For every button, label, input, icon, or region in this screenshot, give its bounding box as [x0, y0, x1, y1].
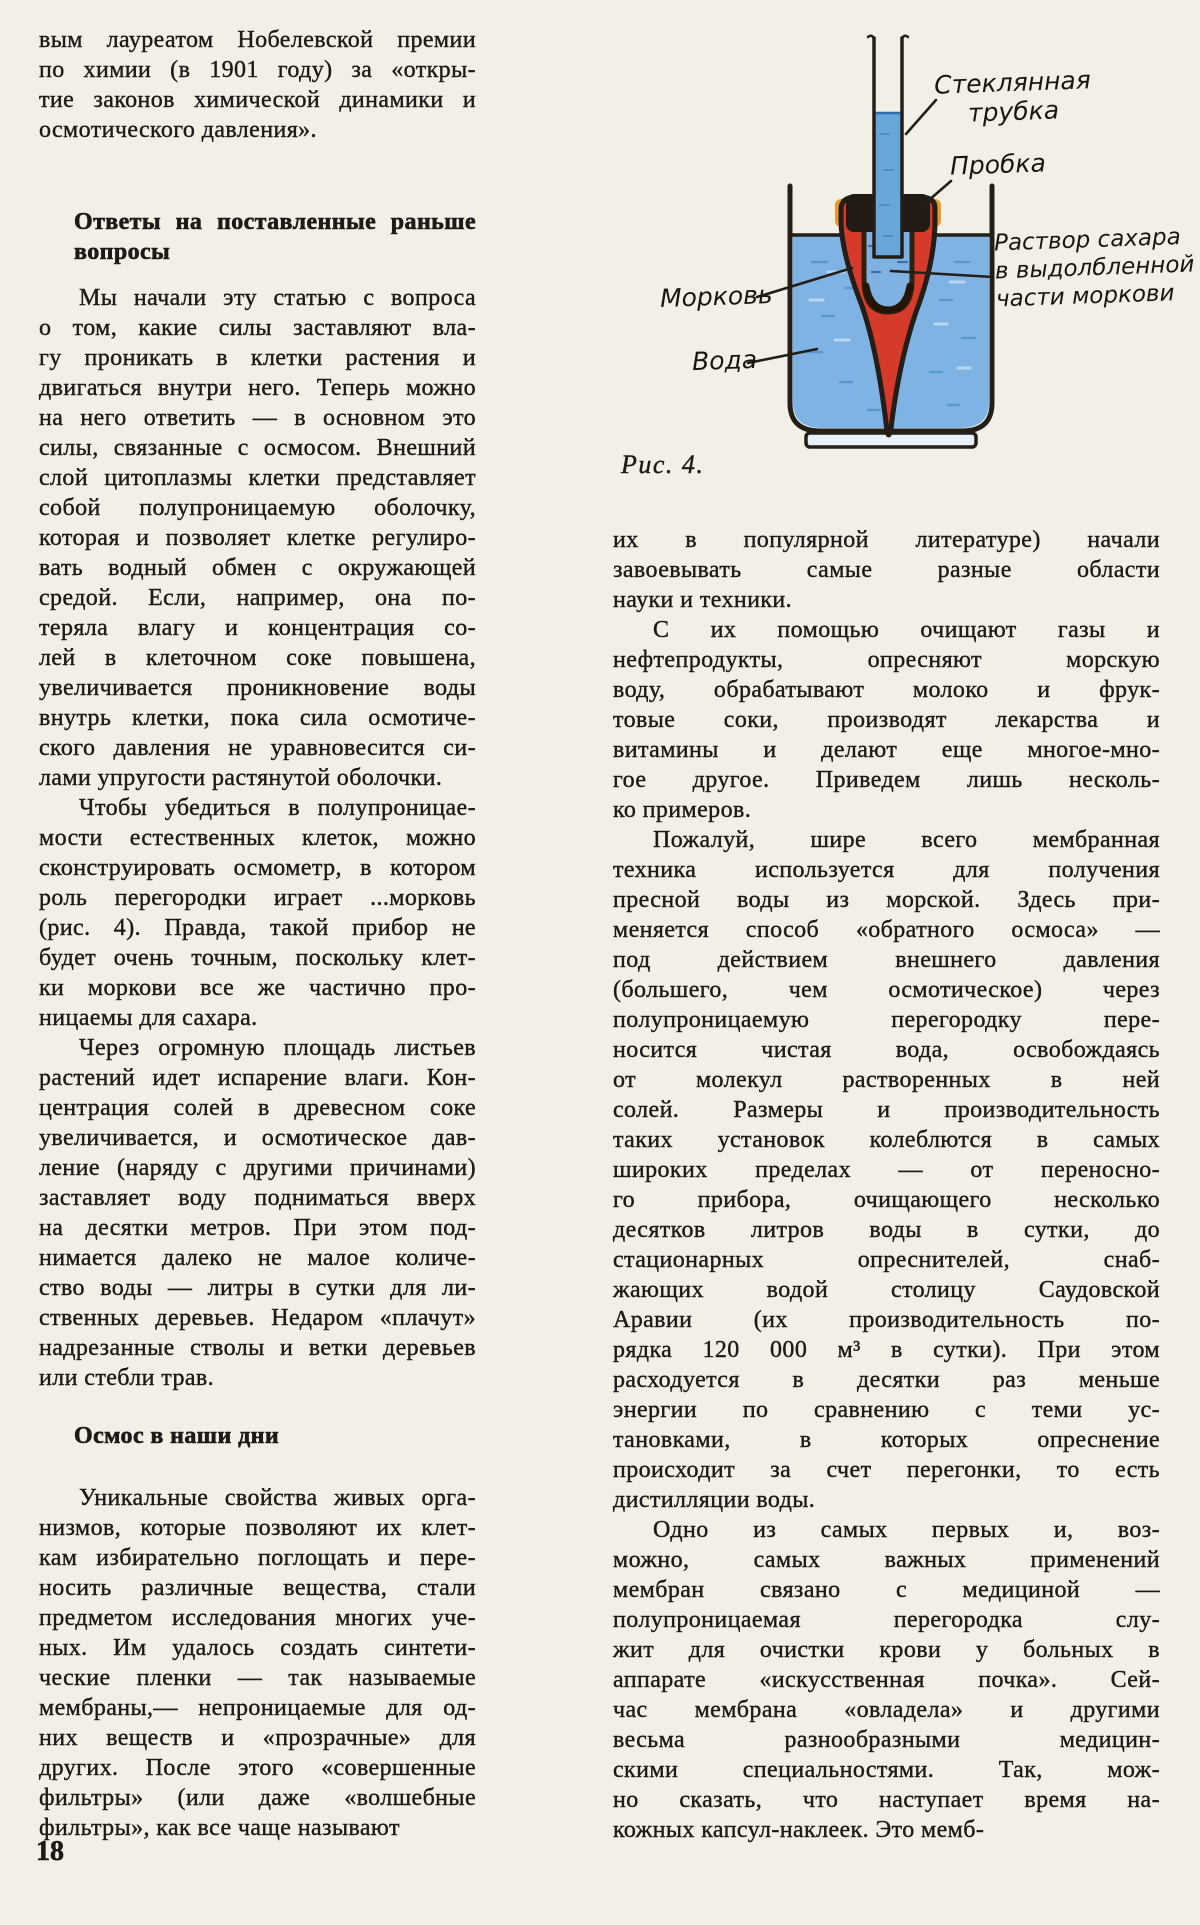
text-line: Мы начали эту статью с вопроса — [79, 285, 476, 311]
text-line: растений идет испарение влаги. Кон- — [39, 1065, 476, 1091]
text-line: ственных деревьев. Недаром «плачут» — [39, 1305, 476, 1331]
text-line: (большего, чем осмотическое) через — [613, 977, 1160, 1003]
text-line: средой. Если, например, она по- — [39, 585, 476, 611]
text-line: техника используется для получения — [613, 857, 1160, 883]
text-line: вать водный обмен с окружающей — [39, 555, 476, 581]
text-line: дистилляции воды. — [613, 1487, 816, 1513]
section-heading — [74, 207, 476, 267]
text-line: ки моркови все же частично про- — [39, 975, 476, 1001]
text-line: аппарате «искусственная почка». Сей- — [613, 1667, 1160, 1693]
text-line: будет очень точным, поскольку клет- — [39, 945, 476, 971]
label-cork: Пробка — [949, 148, 1047, 181]
text-line: Через огромную площадь листьев — [79, 1035, 476, 1061]
text-line: Чтобы убедиться в полупроницае- — [79, 795, 476, 821]
label-glass-tube-line1: Стеклянная — [933, 65, 1092, 100]
paragraph — [39, 1483, 476, 1843]
text-line: кам избирательно поглощать и пере- — [39, 1545, 476, 1571]
text-line: таких установок колеблются в самых — [613, 1127, 1160, 1153]
text-line: Одно из самых первых и, воз- — [653, 1517, 1160, 1543]
text-line: ство воды — литры в сутки для ли- — [39, 1275, 476, 1301]
text-line: лей в клеточном соке повышена, — [39, 645, 476, 671]
paragraph — [613, 615, 1160, 825]
text-line: ческие пленки — так называемые — [39, 1665, 476, 1691]
text-line: Пожалуй, шире всего мембранная — [653, 827, 1160, 853]
text-line: от молекул растворенных в ней — [613, 1067, 1160, 1093]
label-carrot: Морковь — [659, 280, 774, 313]
text-line: Уникальные свойства живых орга- — [79, 1485, 476, 1511]
text-line: ского давления не уравновесится си- — [39, 735, 476, 761]
section-heading — [74, 1421, 476, 1451]
paragraph — [39, 25, 476, 145]
paragraph — [613, 525, 1160, 615]
text-line: кожных капсул-наклеек. Это мемб- — [613, 1817, 985, 1843]
text-line: нимается далеко не малое количе- — [39, 1245, 476, 1271]
text-line: увеличивается, и осмотическое дав- — [39, 1125, 476, 1151]
text-line: полупроницаемую перегородку пере- — [613, 1007, 1160, 1033]
text-line: тие законов химической динамики и — [39, 87, 476, 113]
text-line: на него ответить — в основном это — [39, 405, 476, 431]
text-line: предметом исследования многих уче- — [39, 1605, 476, 1631]
text-line: собой полупроницаемую оболочку, — [39, 495, 476, 521]
label-glass-tube — [927, 65, 1099, 129]
text-line: Ответы на поставленные раньше — [74, 209, 476, 235]
text-line: жит для очистки крови у больных в — [613, 1637, 1160, 1663]
text-line: теряла влагу и концентрация со- — [39, 615, 476, 641]
paragraph — [613, 825, 1160, 1515]
text-line: их в популярной литературе) начали — [613, 527, 1160, 553]
text-line: го прибора, очищающего несколько — [613, 1187, 1160, 1213]
text-line: полупроницаемая перегородка слу- — [613, 1607, 1160, 1633]
text-line: носится чистая вода, освобождаясь — [613, 1037, 1160, 1063]
text-line: сконструировать осмометр, в котором — [39, 855, 476, 881]
label-water: Вода — [691, 344, 758, 377]
text-line: можно, самых важных применений — [613, 1547, 1160, 1573]
text-line: рядка 120 000 м³ в сутки). При этом — [613, 1337, 1160, 1363]
text-line: гу проникать в клетки растения и — [39, 345, 476, 371]
text-line: о том, какие силы заставляют вла- — [39, 315, 476, 341]
text-line: вым лауреатом Нобелевской премии — [39, 27, 476, 53]
text-line: других. После этого «совершенные — [39, 1755, 476, 1781]
text-line: вопросы — [74, 239, 171, 265]
page-number: 18 — [36, 1836, 64, 1867]
text-line: внутрь клетки, пока сила осмотиче- — [39, 705, 476, 731]
text-line: лами упругости растянутой оболочки. — [39, 765, 443, 791]
text-line: центрация солей в древесном соке — [39, 1095, 476, 1121]
label-sugar-solution — [994, 223, 1196, 314]
figure-caption: Рис. 4. — [621, 450, 705, 479]
text-line: фильтры» (или даже «волшебные — [39, 1785, 476, 1811]
text-line: мембран связано с медициной — — [613, 1577, 1160, 1603]
text-line: силы, связанные с осмосом. Внешний — [39, 435, 476, 461]
text-line: заставляет воду подниматься вверх — [39, 1185, 476, 1211]
text-line: воду, обрабатывают молоко и фрук- — [613, 677, 1160, 703]
text-line: роль перегородки играет ...морковь — [39, 885, 476, 911]
text-line: науки и техники. — [613, 587, 793, 613]
text-line: товые соки, производят лекарства и — [613, 707, 1160, 733]
text-line: меняется способ «обратного осмоса» — — [613, 917, 1160, 943]
text-line: двигаться внутри него. Теперь можно — [39, 375, 476, 401]
text-line: гое другое. Приведем лишь несколь- — [613, 767, 1160, 793]
text-line: них веществ и «прозрачные» для — [39, 1725, 476, 1751]
paragraph — [39, 283, 476, 793]
text-line: расходуется в десятки раз меньше — [613, 1367, 1160, 1393]
text-line: носить различные вещества, стали — [39, 1575, 476, 1601]
figure-osmometer — [500, 0, 1200, 510]
text-line: но сказать, что наступает время на- — [613, 1787, 1160, 1813]
text-line: по химии (в 1901 году) за «откры- — [39, 57, 476, 83]
text-line: фильтры», как все чаще называют — [39, 1815, 400, 1841]
label-sugar-solution-line2: в выдолбленной — [994, 251, 1195, 285]
text-line: жающих водой столицу Саудовской — [613, 1277, 1160, 1303]
text-line: происходит за счет перегонки, то есть — [613, 1457, 1160, 1483]
paragraph — [39, 1033, 476, 1393]
text-line: витамины и делают еще многое-мно- — [613, 737, 1160, 763]
text-line: ко примеров. — [613, 797, 752, 823]
text-line: (рис. 4). Правда, такой прибор не — [39, 915, 476, 941]
text-line: тановками, в которых опреснение — [613, 1427, 1160, 1453]
left-text-column — [39, 25, 476, 1843]
text-line: осмотического давления». — [39, 117, 317, 143]
text-line: С их помощью очищают газы и — [653, 617, 1160, 643]
right-text-column — [613, 525, 1160, 1845]
text-line: увеличивается проникновение воды — [39, 675, 476, 701]
text-line: надрезанные стволы и ветки деревьев — [39, 1335, 476, 1361]
label-sugar-solution-line3: части моркови — [995, 280, 1175, 313]
text-line: которая и позволяет клетке регулиро- — [39, 525, 476, 551]
text-line: нефтепродукты, опресняют морскую — [613, 647, 1160, 673]
paragraph — [613, 1515, 1160, 1845]
paragraph — [39, 793, 476, 1033]
text-line: широких пределах — от переносно- — [613, 1157, 1160, 1183]
text-line: весьма разнообразными медицин- — [613, 1727, 1160, 1753]
label-glass-tube-line2: трубка — [967, 95, 1060, 128]
text-line: ницаемы для сахара. — [39, 1005, 258, 1031]
text-line: солей. Размеры и производительность — [613, 1097, 1160, 1123]
text-line: энергии по сравнению с теми ус- — [613, 1397, 1160, 1423]
text-line: на десятки метров. При этом под- — [39, 1215, 476, 1241]
text-line: завоевывать самые разные области — [613, 557, 1160, 583]
text-line: Осмос в наши дни — [74, 1423, 280, 1449]
text-line: ление (наряду с другими причинами) — [39, 1155, 476, 1181]
text-line: мембраны,— непроницаемые для од- — [39, 1695, 476, 1721]
text-line: или стебли трав. — [39, 1365, 215, 1391]
text-line: десятков литров воды в сутки, до — [613, 1217, 1160, 1243]
text-line: час мембрана «овладела» и другими — [613, 1697, 1160, 1723]
text-line: слой цитоплазмы клетки представляет — [39, 465, 476, 491]
text-line: стационарных опреснителей, снаб- — [613, 1247, 1160, 1273]
text-line: мости естественных клеток, можно — [39, 825, 476, 851]
text-line: скими специальностями. Так, мож- — [613, 1757, 1160, 1783]
label-sugar-solution-line1: Раствор сахара — [993, 223, 1182, 257]
text-line: Аравии (их производительность по- — [613, 1307, 1160, 1333]
text-line: под действием внешнего давления — [613, 947, 1160, 973]
text-line: низмов, которые позволяют их клет- — [39, 1515, 476, 1541]
text-line: пресной воды из морской. Здесь при- — [613, 887, 1160, 913]
text-line: ных. Им удалось создать синтети- — [39, 1635, 476, 1661]
